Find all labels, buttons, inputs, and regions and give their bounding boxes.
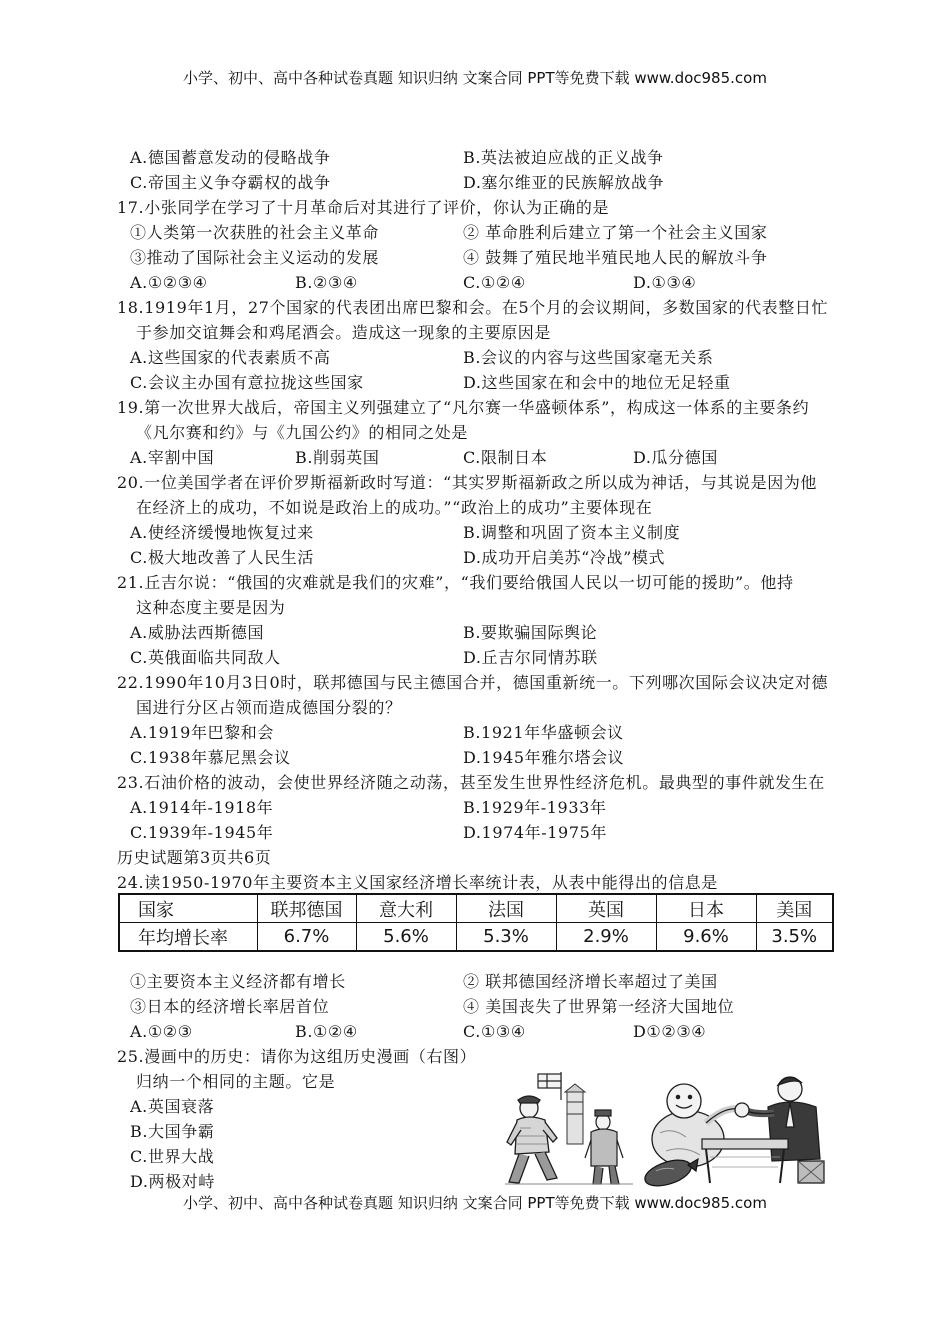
q24-statement-1: ①主要资本主义经济都有增长: [130, 972, 346, 991]
q16-options-row-2: [0, 170, 950, 195]
q25-option-c: C.世界大战: [130, 1147, 215, 1166]
q22-options-row-1: [0, 720, 950, 745]
q22-option-b: B.1921年华盛顿会议: [463, 723, 624, 742]
q17-stem-line-1: 17.小张同学在学习了十月革命后对其进行了评价，你认为正确的是: [117, 198, 610, 217]
q24-options: [0, 1019, 950, 1044]
q19-stem-1: [0, 395, 950, 420]
site-footer-banner: 小学、初中、高中各种试卷真题 知识归纳 文案合同 PPT等免费下载 www.doc985.com: [183, 1194, 767, 1212]
q22-option-d: D.1945年雅尔塔会议: [463, 748, 625, 767]
q22-stem-line-2: 国进行分区占领而造成德国分裂的？: [136, 698, 402, 717]
q24-statements-row-1: [0, 969, 950, 994]
q17-option-b: B.②③④: [295, 273, 358, 292]
q21-stem-1: [0, 570, 950, 595]
q17-statement-3: ③推动了国际社会主义运动的发展: [130, 248, 380, 267]
q21-option-c: C.英俄面临共同敌人: [130, 648, 281, 667]
table-header-cell: 英国: [556, 894, 656, 923]
table-cell: 3.5%: [756, 923, 833, 952]
q17-option-d: D.①③④: [633, 273, 697, 292]
q20-option-b: B.调整和巩固了资本主义制度: [463, 523, 681, 542]
q17-option-c: C.①②④: [463, 273, 526, 292]
q25-stem-line-2: 归纳一个相同的主题。它是: [136, 1072, 336, 1091]
q24-statement-2: ② 联邦德国经济增长率超过了美国: [463, 972, 718, 991]
q18-stem-line-1: 18.1919年1月，27个国家的代表团出席巴黎和会。在5个月的会议期间，多数国家的代表整日忙: [117, 298, 829, 317]
q21-stem-line-1: 21.丘吉尔说：“俄国的灾难就是我们的灾难”，“我们要给俄国人民以一切可能的援助”。他持: [117, 573, 794, 592]
q16-option-a: A.德国蓄意发动的侵略战争: [130, 148, 331, 167]
q18-option-d: D.这些国家在和会中的地位无足轻重: [463, 373, 731, 392]
table-cell: 5.6%: [356, 923, 456, 952]
q18-options-row-2: [0, 370, 950, 395]
growth-rate-table: [118, 893, 834, 952]
q16-option-d: D.塞尔维亚的民族解放战争: [463, 173, 665, 192]
q21-option-d: D.丘吉尔同情苏联: [463, 648, 598, 667]
clasped-hands-icon: [735, 1103, 749, 1117]
small-figure-icon: [585, 1110, 623, 1184]
q19-option-d: D.瓜分德国: [633, 448, 718, 467]
q21-option-a: A.威胁法西斯德国: [130, 623, 265, 642]
table-header-row: [119, 894, 833, 923]
table-header-cell: 法国: [456, 894, 556, 923]
table-cell: 年均增长率: [119, 923, 257, 952]
q24-statement-3: ③日本的经济增长率居首位: [130, 997, 330, 1016]
q25-stem-1: [0, 1044, 950, 1069]
q22-stem-1: [0, 670, 950, 695]
q18-options-row-1: [0, 345, 950, 370]
q24-option-d: D①②③④: [633, 1022, 707, 1041]
q21-stem-line-2: 这种态度主要是因为: [136, 598, 286, 617]
q22-options-row-2: [0, 745, 950, 770]
table-cell: 9.6%: [656, 923, 756, 952]
q22-stem-line-1: 22.1990年10月3日0时，联邦德国与民主德国合并，德国重新统一。下列哪次国际会议决定对德: [117, 673, 829, 692]
q21-option-b: B.要欺骗国际舆论: [463, 623, 598, 642]
sailors-cartoon-drawing: [505, 1070, 633, 1188]
table-cell: 6.7%: [257, 923, 356, 952]
arm-wrestling-cartoon-icon: [640, 1067, 830, 1188]
arm-wrestling-cartoon-drawing: [640, 1067, 830, 1188]
q19-option-b: B.削弱英国: [295, 448, 380, 467]
box-icon: [798, 1161, 824, 1183]
table-header-cell: 国家: [119, 894, 257, 923]
q17-statement-2: ② 革命胜利后建立了第一个社会主义国家: [463, 223, 768, 242]
q24-statement-4: ④ 美国丧失了世界第一经济大国地位: [463, 997, 735, 1016]
q25-option-b: B.大国争霸: [130, 1122, 215, 1141]
table-header-cell: 日本: [656, 894, 756, 923]
q18-option-a: A.这些国家的代表素质不高: [130, 348, 331, 367]
q20-stem-line-2: 在经济上的成功，不如说是政治上的成功。”“政治上的成功”主要体现在: [136, 498, 653, 517]
q25-option-d: D.两极对峙: [130, 1172, 215, 1191]
pillar-icon: [565, 1084, 585, 1144]
q18-stem-1: [0, 295, 950, 320]
q23-option-a: A.1914年-1918年: [130, 798, 274, 817]
q19-stem-line-1: 19.第一次世界大战后，帝国主义列强建立了“凡尔赛一华盛顿体系”，构成这一体系的主要条约: [117, 398, 810, 417]
q20-option-a: A.使经济缓慢地恢复过来: [130, 523, 314, 542]
q17-statements-row-1: [0, 220, 950, 245]
q21-stem-2: [0, 595, 950, 620]
q17-option-a: A.①②③④: [130, 273, 208, 292]
q17-statement-1: ①人类第一次获胜的社会主义革命: [130, 223, 380, 242]
sailors-cartoon-icon: [505, 1070, 633, 1188]
q23-options-row-2: [0, 820, 950, 845]
q23-stem: [0, 770, 950, 795]
q20-options-row-1: [0, 520, 950, 545]
sailor-figure-icon: [507, 1096, 557, 1183]
q25-option-a: A.英国衰落: [130, 1097, 215, 1116]
q24-option-a: A.①②③: [130, 1022, 193, 1041]
q24-option-b: B.①②④: [295, 1022, 358, 1041]
page-number-label: [0, 845, 950, 870]
q20-option-d: D.成功开启美苏“冷战”模式: [463, 548, 666, 567]
q17-stem: [0, 195, 950, 220]
table-header-cell: 联邦德国: [257, 894, 356, 923]
q24-stem: [0, 870, 950, 895]
q19-option-a: A.宰割中国: [130, 448, 215, 467]
q18-stem-2: [0, 320, 950, 345]
q18-option-c: C.会议主办国有意拉拢这些国家: [130, 373, 364, 392]
q20-stem-2: [0, 495, 950, 520]
q24-stem-line-1: 24.读1950-1970年主要资本主义国家经济增长率统计表，从表中能得出的信息是: [117, 873, 718, 892]
q19-stem-2: [0, 420, 950, 445]
q23-option-d: D.1974年-1975年: [463, 823, 607, 842]
q22-stem-2: [0, 695, 950, 720]
q20-options-row-2: [0, 545, 950, 570]
q18-stem-line-2: 于参加交谊舞会和鸡尾酒会。造成这一现象的主要原因是: [136, 323, 552, 342]
q19-options: [0, 445, 950, 470]
q23-stem-line-1: 23.石油价格的波动，会使世界经济随之动荡，甚至发生世界性经济危机。最典型的事件就发生在: [117, 773, 825, 792]
q19-option-c: C.限制日本: [463, 448, 548, 467]
q21-options-row-1: [0, 620, 950, 645]
q23-option-c: C.1939年-1945年: [130, 823, 274, 842]
q24-statements-row-2: [0, 994, 950, 1019]
q20-stem-1: [0, 470, 950, 495]
q23-options-row-1: [0, 795, 950, 820]
q16-options-row-1: [0, 145, 950, 170]
q16-option-b: B.英法被迫应战的正义战争: [463, 148, 664, 167]
q17-options: [0, 270, 950, 295]
table-cell: 2.9%: [556, 923, 656, 952]
q16-option-c: C.帝国主义争夺霸权的战争: [130, 173, 331, 192]
bald-man-figure-icon: [652, 1084, 738, 1167]
page-label-text: 历史试题第3页共6页: [117, 848, 272, 867]
site-header-banner: 小学、初中、高中各种试卷真题 知识归纳 文案合同 PPT等免费下载 www.doc985.com: [183, 69, 767, 87]
q20-stem-line-1: 20.一位美国学者在评价罗斯福新政时写道：“其实罗斯福新政之所以成为神话，与其说是因为他: [117, 473, 818, 492]
q17-statements-row-2: [0, 245, 950, 270]
flag-icon: [538, 1072, 561, 1100]
q17-statement-4: ④ 鼓舞了殖民地半殖民地人民的解放斗争: [463, 248, 768, 267]
table-row: [119, 923, 833, 952]
q23-option-b: B.1929年-1933年: [463, 798, 607, 817]
table-header-cell: 美国: [756, 894, 833, 923]
table-cell: 5.3%: [456, 923, 556, 952]
q20-option-c: C.极大地改善了人民生活: [130, 548, 314, 567]
q19-stem-line-2: 《凡尔赛和约》与《九国公约》的相同之处是: [136, 423, 469, 442]
q22-option-a: A.1919年巴黎和会: [130, 723, 274, 742]
table-header-cell: 意大利: [356, 894, 456, 923]
q25-stem-line-1: 25.漫画中的历史：请你为这组历史漫画（右图）: [117, 1047, 477, 1066]
q22-option-c: C.1938年慕尼黑会议: [130, 748, 291, 767]
q18-option-b: B.会议的内容与这些国家毫无关系: [463, 348, 714, 367]
q21-options-row-2: [0, 645, 950, 670]
q24-option-c: C.①③④: [463, 1022, 526, 1041]
